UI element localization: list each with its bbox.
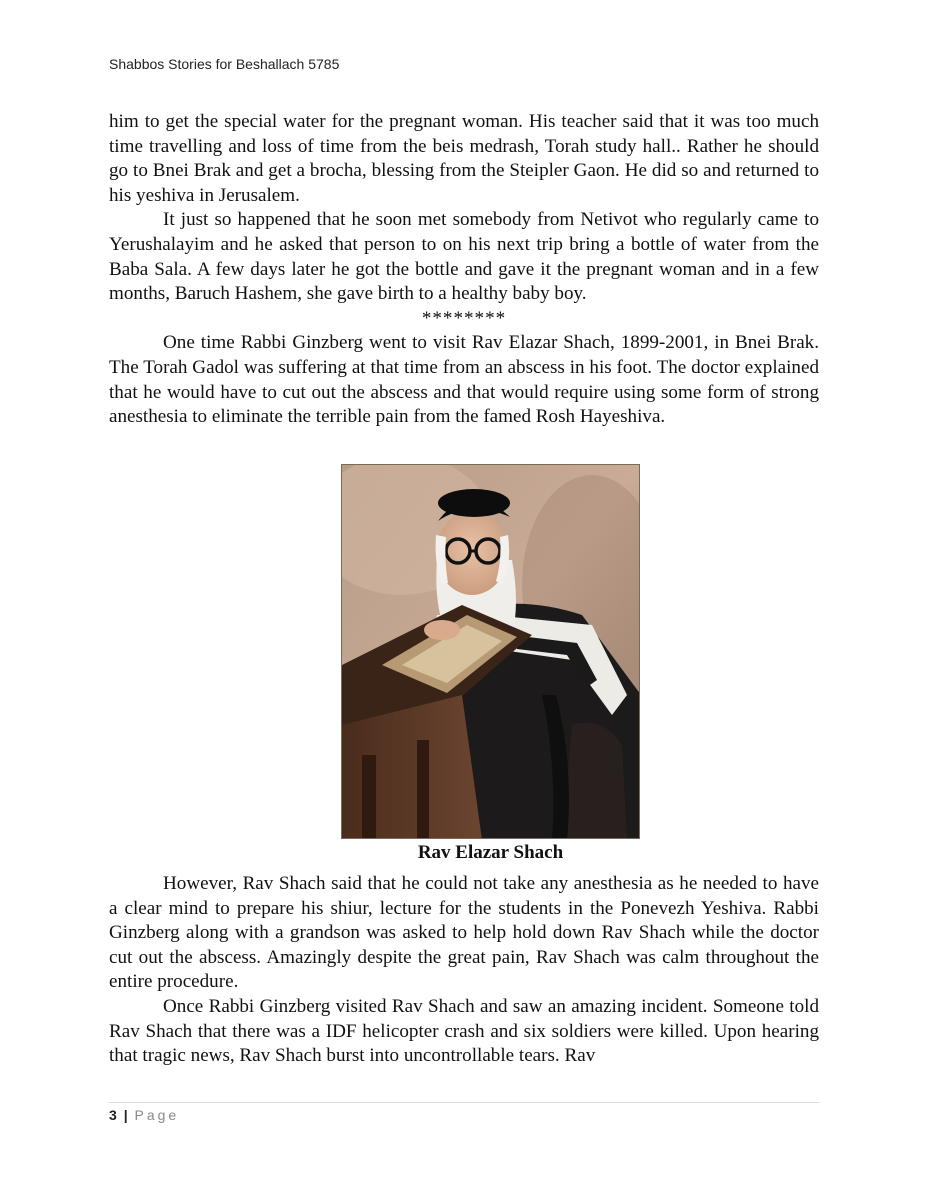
footer-separator: | bbox=[123, 1107, 128, 1123]
section-divider: ******** bbox=[421, 307, 507, 329]
portrait-illustration bbox=[342, 465, 640, 839]
page-header-title: Shabbos Stories for Beshallach 5785 bbox=[109, 56, 340, 72]
portrait-photo bbox=[341, 464, 640, 839]
article-text-bottom bbox=[109, 872, 819, 1069]
paragraph: One time Rabbi Ginzberg went to visit Rav Elazar Shach, 1899-2001, in Bnei Brak. The Torah Gadol was suffering at that time from an abscess in his foot. The doctor explained that he would have to cut out the abscess and that would require using some form of strong anesthesia to eliminate the terrible pain from the famed Rosh Hayeshiva. bbox=[109, 332, 819, 428]
article-text-top bbox=[109, 110, 819, 430]
paragraph: Once Rabbi Ginzberg visited Rav Shach and saw an amazing incident. Someone told Rav Shach that there was a IDF helicopter crash and six soldiers were killed. Upon hearing that tragic news, Rav Shach burst into uncontrollable tears. Rav bbox=[109, 995, 819, 1067]
page-label: Page bbox=[134, 1107, 180, 1123]
paragraph: It just so happened that he soon met somebody from Netivot who regularly came to Yerushalayim and he asked that person to on his next trip bring a bottle of water from the Baba Sala. A few days later he got the bottle and gave it the pregnant woman and in a few months, Baruch Hashem, she gave birth to a healthy baby boy. bbox=[109, 209, 819, 305]
photo-caption: Rav Elazar Shach bbox=[417, 842, 564, 863]
paragraph: However, Rav Shach said that he could not take any anesthesia as he needed to have a clear mind to prepare his shiur, lecture for the students in the Ponevezh Yeshiva. Rabbi Ginzberg along with a grandson was asked to help hold down Rav Shach while the doctor cut out the abscess. Amazingly despite the great pain, Rav Shach was calm throughout the entire procedure. bbox=[109, 873, 819, 993]
paragraph: him to get the special water for the pregnant woman. His teacher said that it was too much time travelling and loss of time from the beis medrash, Torah study hall.. Rather he should go to Bnei Brak and get a brocha, blessing from the Steipler Gaon. He did so and returned to his yeshiva in Jerusalem. bbox=[109, 111, 819, 206]
page-footer bbox=[109, 1107, 179, 1123]
footer-divider bbox=[109, 1102, 819, 1103]
page-number: 3 bbox=[109, 1107, 117, 1123]
